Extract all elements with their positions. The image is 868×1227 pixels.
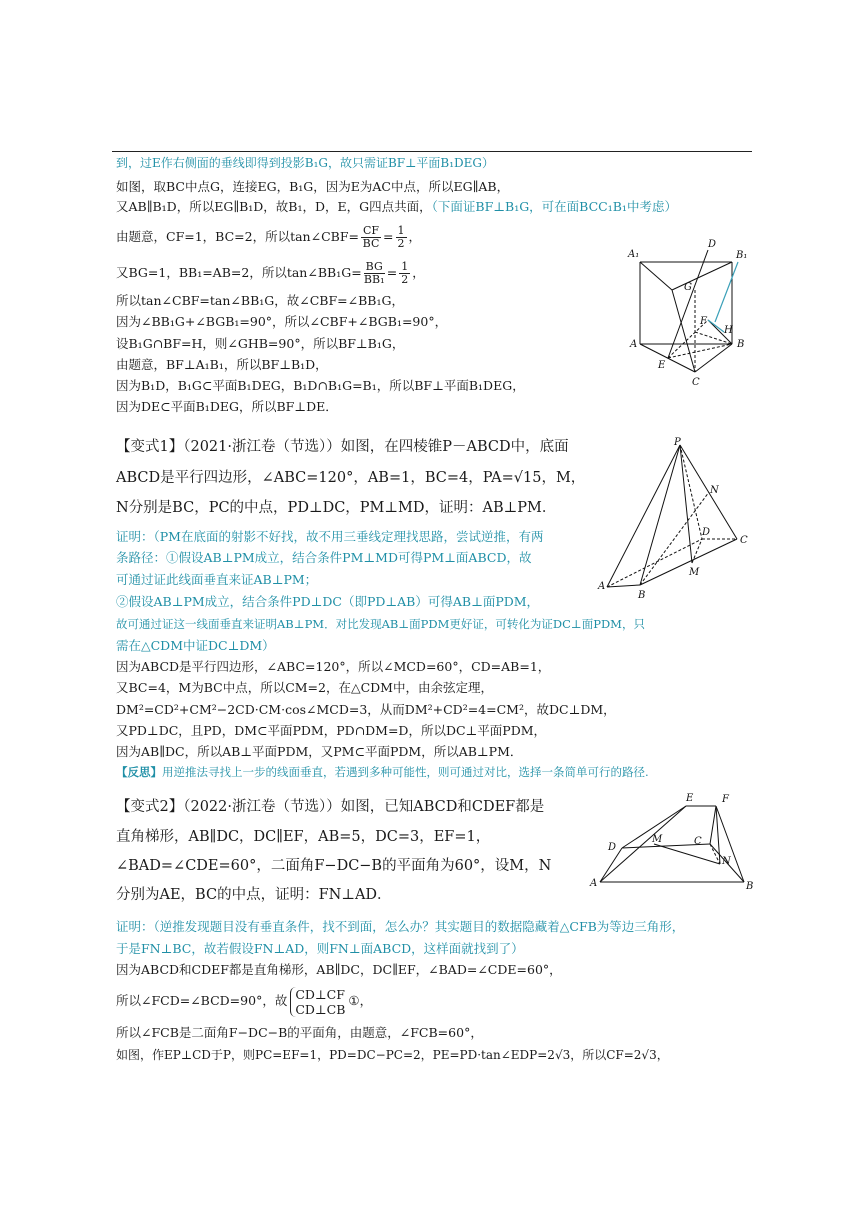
numerator: CF bbox=[362, 224, 380, 237]
text-span: ， bbox=[408, 229, 422, 244]
label-b: B bbox=[638, 590, 646, 601]
text-span: 又BG=1，BB₁=AB=2，所以tan∠BB₁G= bbox=[116, 265, 362, 280]
problem-line: ∠BAD=∠CDE=60°，二面角F−DC−B的平面角为60°，设M，N bbox=[116, 858, 552, 874]
label-b: B bbox=[737, 339, 745, 350]
hint-line: 可通过证此线面垂直来证AB⊥PM； bbox=[116, 572, 318, 587]
text-span: ①， bbox=[348, 993, 373, 1008]
problem-line: 分别为AE，BC的中点，证明：FN⊥AD． bbox=[116, 887, 392, 903]
text-span: ， bbox=[412, 265, 425, 280]
hint-span: （PM在底面的射影不好找，故不用三垂线定理找思路，尝试逆推，有两 bbox=[153, 529, 544, 544]
label-p: P bbox=[674, 437, 681, 448]
text-line: 设B₁G∩BF=H，则∠GHB=90°，所以BF⊥B₁G， bbox=[116, 336, 405, 351]
proof-line bbox=[116, 919, 684, 935]
denominator: 2 bbox=[401, 273, 409, 286]
problem-line: N分别是BC，PC的中点，PD⊥DC，PM⊥MD，证明：AB⊥PM． bbox=[116, 500, 557, 516]
text-line: DM²=CD²+CM²−2CD·CM·cos∠MCD=3，从而DM²+CD²=4=CM²，故DC⊥DM， bbox=[116, 702, 616, 717]
proof-line bbox=[116, 529, 543, 545]
text-span: 由题意，CF=1，BC=2，所以tan∠CBF= bbox=[116, 229, 359, 244]
hint-line: 故可通过证这一线面垂直来证明AB⊥PM．对比发现AB⊥面PDM更好证，可转化为证DC⊥面PDM，只 bbox=[116, 617, 645, 631]
text-line: 因为AB∥DC，所以AB⊥平面PDM，又PM⊂平面PDM，所以AB⊥PM． bbox=[116, 744, 523, 759]
proof-label: 证明： bbox=[116, 529, 154, 544]
label-b1: B₁ bbox=[736, 250, 748, 261]
reflection-label: 【反思】 bbox=[116, 765, 162, 779]
text-line: 如图，取BC中点G，连接EG，B₁G，因为E为AC中点，所以EG∥AB， bbox=[116, 179, 510, 194]
denominator: BC bbox=[362, 237, 380, 250]
text-line bbox=[116, 982, 372, 1020]
hint-span: （下面证BF⊥B₁G，可在面BCC₁B₁中考虑） bbox=[431, 199, 677, 214]
text-line: 所以∠FCB是二面角F−DC−B的平面角，由题意，∠FCB=60°， bbox=[116, 1025, 483, 1040]
text-span: 又AB∥B₁D，所以EG∥B₁D，故B₁，D，E，G四点共面， bbox=[116, 199, 432, 214]
denominator: 2 bbox=[397, 237, 405, 250]
label-d: D bbox=[708, 239, 717, 250]
system-line-1: CD⊥CF bbox=[295, 986, 345, 1002]
label-n: N bbox=[710, 485, 719, 496]
label-d: D bbox=[608, 842, 617, 853]
hint-line: 于是FN⊥BC，故若假设FN⊥AD，则FN⊥面ABCD，这样面就找到了） bbox=[116, 941, 524, 956]
system-line-2: CD⊥CB bbox=[295, 1001, 346, 1017]
text-line: 到，过E作右侧面的垂线即得到投影B₁G，故只需证BF⊥平面B₁DEG） bbox=[116, 156, 495, 170]
label-d: D bbox=[702, 527, 711, 538]
label-c: C bbox=[694, 836, 702, 847]
text-line bbox=[116, 199, 677, 215]
label-f: F bbox=[700, 316, 707, 327]
text-line: 因为ABCD和CDEF都是直角梯形，AB∥DC，DC∥EF，∠BAD=∠CDE=60°， bbox=[116, 962, 562, 977]
text-line bbox=[116, 220, 421, 254]
label-a1: A₁ bbox=[628, 249, 640, 260]
label-b: B bbox=[746, 881, 754, 892]
text-line: 因为ABCD是平行四边形，∠ABC=120°，所以∠MCD=60°，CD=AB=1， bbox=[116, 659, 551, 674]
hint-span: （逆推发现题目没有垂直条件，找不到面，怎么办？其实题目的数据隐藏着△CFB为等边三角形， bbox=[153, 919, 685, 934]
label-c: C bbox=[692, 377, 700, 388]
reflection-text: 用逆推法寻找上一步的线面垂直，若遇到多种可能性，则可通过对比，选择一条简单可行的路径. bbox=[162, 765, 649, 779]
equals: = bbox=[383, 229, 394, 244]
problem-line: ABCD是平行四边形，∠ABC=120°，AB=1，BC=4，PA=√15，M， bbox=[116, 470, 586, 486]
equals: = bbox=[386, 265, 398, 280]
hint-line: 需在△CDM中证DC⊥DM） bbox=[116, 638, 275, 653]
label-m: M bbox=[689, 567, 700, 578]
denominator: BB₁ bbox=[363, 273, 385, 286]
text-line: 又PD⊥DC，且PD，DM⊂平面PDM，PD∩DM=D，所以DC⊥平面PDM， bbox=[116, 723, 547, 738]
label-a: A bbox=[590, 878, 598, 889]
text-line bbox=[116, 256, 425, 290]
label-e: E bbox=[658, 360, 666, 371]
hint-line: 条路径：①假设AB⊥PM成立，结合条件PM⊥MD可得PM⊥面ABCD，故 bbox=[116, 550, 532, 565]
numerator: 1 bbox=[401, 260, 409, 273]
prism-figure bbox=[620, 232, 760, 392]
label-h: H bbox=[724, 325, 733, 336]
label-m: M bbox=[652, 834, 663, 845]
text-span: 所以∠FCD=∠BCD=90°，故 bbox=[116, 993, 288, 1008]
label-e: E bbox=[686, 793, 694, 804]
text-line: 因为B₁D，B₁G⊂平面B₁DEG，B₁D∩B₁G=B₁，所以BF⊥平面B₁DEG， bbox=[116, 378, 525, 393]
text-line: 如图，作EP⊥CD于P，则PC=EF=1，PD=DC−PC=2，PE=PD·tan∠EDP=2√3，所以CF=2√3， bbox=[116, 1048, 669, 1062]
fraction bbox=[364, 261, 385, 286]
equation-system bbox=[290, 987, 345, 1017]
label-a: A bbox=[630, 339, 638, 350]
text-line: 因为∠BB₁G+∠BGB₁=90°，所以∠CBF+∠BGB₁=90°， bbox=[116, 314, 448, 329]
text-line: 因为DE⊂平面B₁DEG，所以BF⊥DE． bbox=[116, 399, 338, 414]
label-a: A bbox=[598, 581, 606, 592]
problem-line: 直角梯形，AB∥DC，DC∥EF，AB=5，DC=3，EF=1， bbox=[116, 829, 491, 845]
label-n: N bbox=[722, 856, 731, 867]
pyramid-figure bbox=[592, 435, 762, 605]
numerator: 1 bbox=[397, 224, 405, 237]
reflection-line bbox=[116, 764, 649, 780]
fraction bbox=[399, 261, 410, 286]
fraction bbox=[361, 225, 381, 250]
label-f: F bbox=[722, 794, 729, 805]
trapezoid-figure bbox=[586, 786, 766, 892]
label-g: G bbox=[684, 282, 692, 293]
hint-line: ②假设AB⊥PM成立，结合条件PD⊥DC（即PD⊥AB）可得AB⊥面PDM， bbox=[116, 594, 540, 609]
problem-line: 【变式1】（2021·浙江卷（节选））如图，在四棱锥P－ABCD中，底面 bbox=[116, 439, 569, 455]
top-rule bbox=[112, 151, 752, 152]
problem-line: 【变式2】（2022·浙江卷（节选））如图，已知ABCD和CDEF都是 bbox=[116, 799, 545, 815]
proof-label: 证明： bbox=[116, 919, 154, 934]
text-line: 所以tan∠CBF=tan∠BB₁G，故∠CBF=∠BB₁G， bbox=[116, 293, 404, 308]
text-line: 又BC=4，M为BC中点，所以CM=2，在△CDM中，由余弦定理， bbox=[116, 680, 493, 695]
text-line: 由题意，BF⊥A₁B₁，所以BF⊥B₁D， bbox=[116, 357, 328, 372]
numerator: BG bbox=[365, 260, 383, 273]
fraction bbox=[396, 225, 407, 250]
label-c: C bbox=[740, 535, 748, 546]
